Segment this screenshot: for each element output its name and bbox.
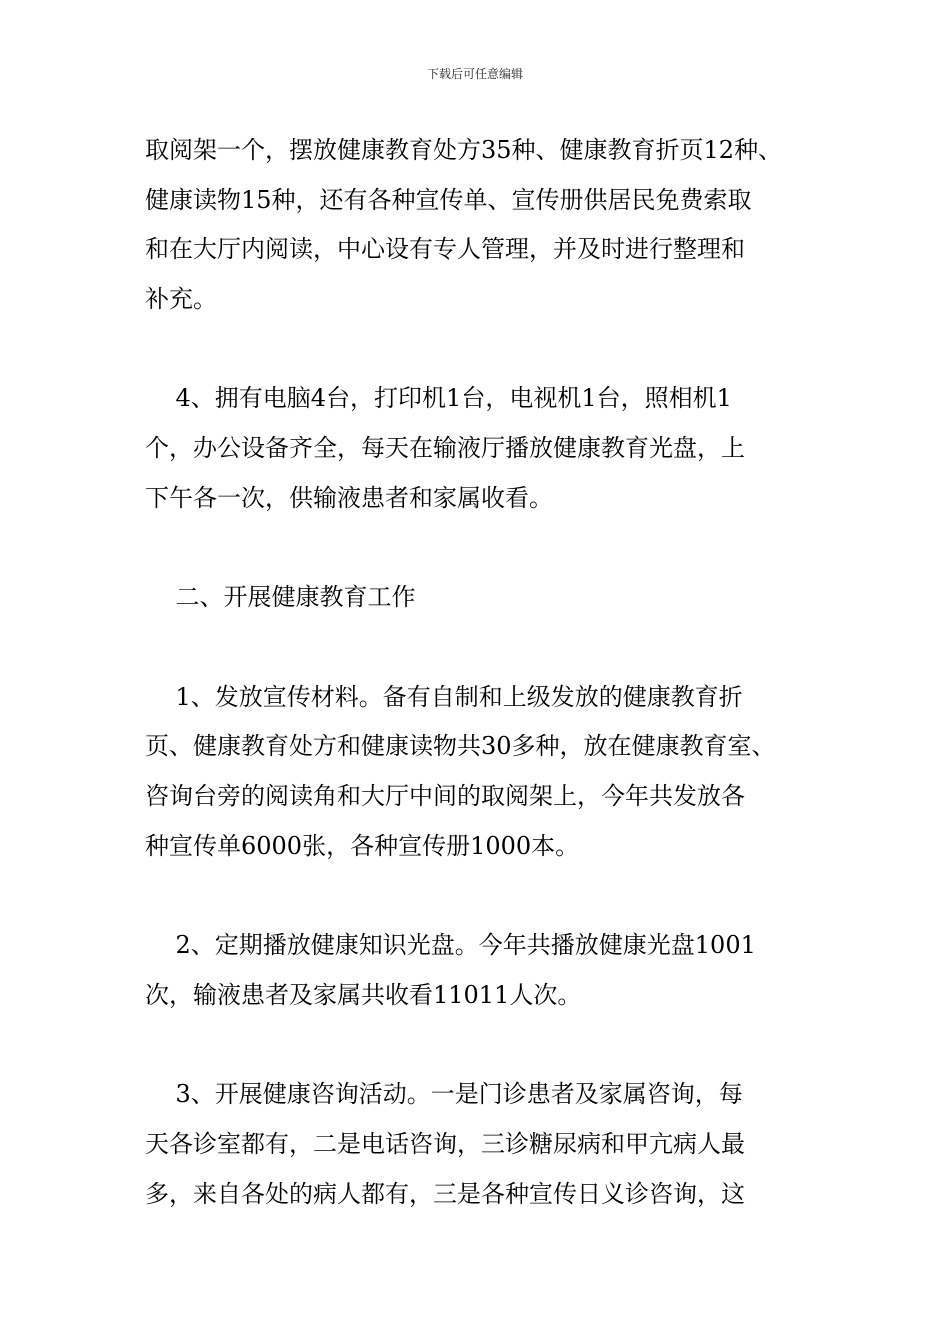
paragraph-gap <box>145 324 810 374</box>
paragraph-line: 3、开展健康咨询活动。一是门诊患者及家属咨询，每 <box>145 1080 743 1109</box>
document-body <box>145 126 810 1219</box>
paragraph-line: 1、发放宣传材料。备有自制和上级发放的健康教育折 <box>145 682 743 711</box>
section-heading <box>145 573 810 623</box>
section-heading-text: 二、开展健康教育工作 <box>145 583 416 612</box>
paragraph-video <box>145 921 810 1020</box>
paragraph-line: 多，来自各处的病人都有，三是各种宣传日义诊咨询，这 <box>145 1179 745 1208</box>
paragraph-line: 健康读物15种，还有各种宣传单、宣传册供居民免费索取 <box>145 185 752 214</box>
paragraph-materials <box>145 673 810 871</box>
paragraph-line: 种宣传单6000张，各种宣传册1000本。 <box>145 831 580 860</box>
page-header: 下载后可任意编辑 <box>426 67 523 81</box>
paragraph-gap <box>145 623 810 673</box>
paragraph-consulting <box>145 1070 810 1219</box>
paragraph-line: 咨询台旁的阅读角和大厅中间的取阅架上，今年共发放各 <box>145 781 745 810</box>
paragraph-line: 取阅架一个，摆放健康教育处方35种、健康教育折页12种、 <box>145 136 783 164</box>
paragraph-gap <box>145 871 810 921</box>
paragraph-line: 页、健康教育处方和健康读物共30多种，放在健康教育室、 <box>145 732 776 761</box>
paragraph-reading-rack <box>145 126 810 324</box>
paragraph-equipment <box>145 374 810 523</box>
paragraph-line: 个，办公设备齐全，每天在输液厅播放健康教育光盘，上 <box>145 433 745 462</box>
paragraph-line: 补充。 <box>145 284 217 313</box>
paragraph-line: 和在大厅内阅读，中心设有专人管理，并及时进行整理和 <box>145 235 745 264</box>
paragraph-gap <box>145 523 810 573</box>
paragraph-gap <box>145 1020 810 1070</box>
paragraph-line: 次，输液患者及家属共收看11011人次。 <box>145 980 582 1009</box>
paragraph-line: 4、拥有电脑4台，打印机1台，电视机1台，照相机1 <box>145 384 732 413</box>
paragraph-line: 天各诊室都有，二是电话咨询，三诊糖尿病和甲亢病人最 <box>145 1129 745 1158</box>
paragraph-line: 2、定期播放健康知识光盘。今年共播放健康光盘1001 <box>145 931 756 960</box>
paragraph-line: 下午各一次，供输液患者和家属收看。 <box>145 483 553 512</box>
